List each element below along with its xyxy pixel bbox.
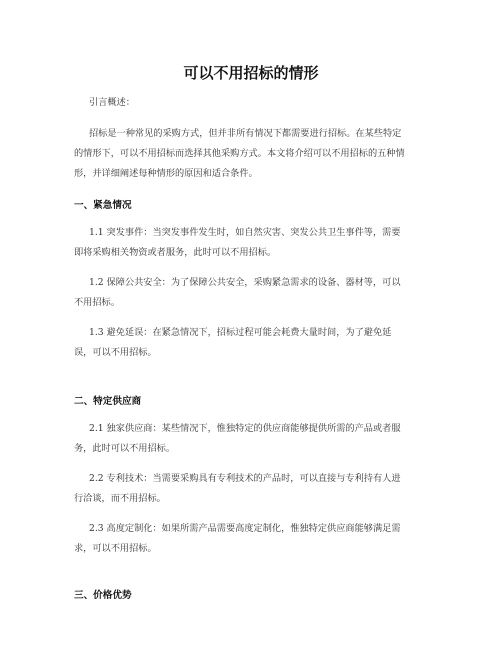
intro-paragraph [74,124,430,184]
paragraph-1-1 [74,223,430,263]
paragraph-line: 1.3 避免延误：在紧急情况下，招标过程可能会耗费大量时间，为了避免延 [89,327,392,338]
intro-line: 形，并详细阐述每种情形的原因和适合条件。 [74,168,258,179]
section-heading-emergency: 一、紧急情况 [74,200,132,211]
intro-line: 的情形下，可以不用招标而选择其他采购方式。本文将介绍可以不用招标的五种情 [74,148,405,159]
paragraph-line: 误，可以不用招标。 [74,347,157,358]
paragraph-line: 1.1 突发事件：当突发事件发生时，如自然灾害、突发公共卫生事件等，需要 [89,227,401,238]
paragraph-2-3 [74,519,430,559]
paragraph-1-2 [74,273,430,313]
paragraph-2-2 [74,469,430,509]
section-heading-specific-supplier: 二、特定供应商 [74,396,142,407]
paragraph-1-3 [74,323,430,363]
paragraph-line: 务，此时可以不用招标。 [74,443,176,454]
paragraph-line: 1.2 保障公共安全：为了保障公共安全，采购紧急需求的设备、器材等，可以 [89,277,401,288]
paragraph-line: 2.1 独家供应商：某些情况下，惟独特定的供应商能够提供所需的产品或者服 [89,423,401,434]
page-title: 可以不用招标的情形 [183,64,319,82]
paragraph-line: 即将采购相关物资或者服务，此时可以不用招标。 [74,247,277,258]
section-heading-price-advantage: 三、价格优势 [74,590,132,601]
paragraph-line: 行洽谈，而不用招标。 [74,493,166,504]
paragraph-line: 2.3 高度定制化：如果所需产品需要高度定制化，惟独特定供应商能够满足需 [89,523,401,534]
paragraph-line: 求，可以不用招标。 [74,543,157,554]
paragraph-line: 2.2 专利技术：当需要采购具有专利技术的产品时，可以直接与专利持有人进 [89,473,401,484]
intro-label [74,93,430,113]
paragraph-2-1 [74,419,430,459]
intro-label-text: 引言概述： [89,97,135,108]
intro-line: 招标是一种常见的采购方式，但并非所有情况下都需要进行招标。在某些特定 [89,128,402,139]
paragraph-line: 不用招标。 [74,297,120,308]
